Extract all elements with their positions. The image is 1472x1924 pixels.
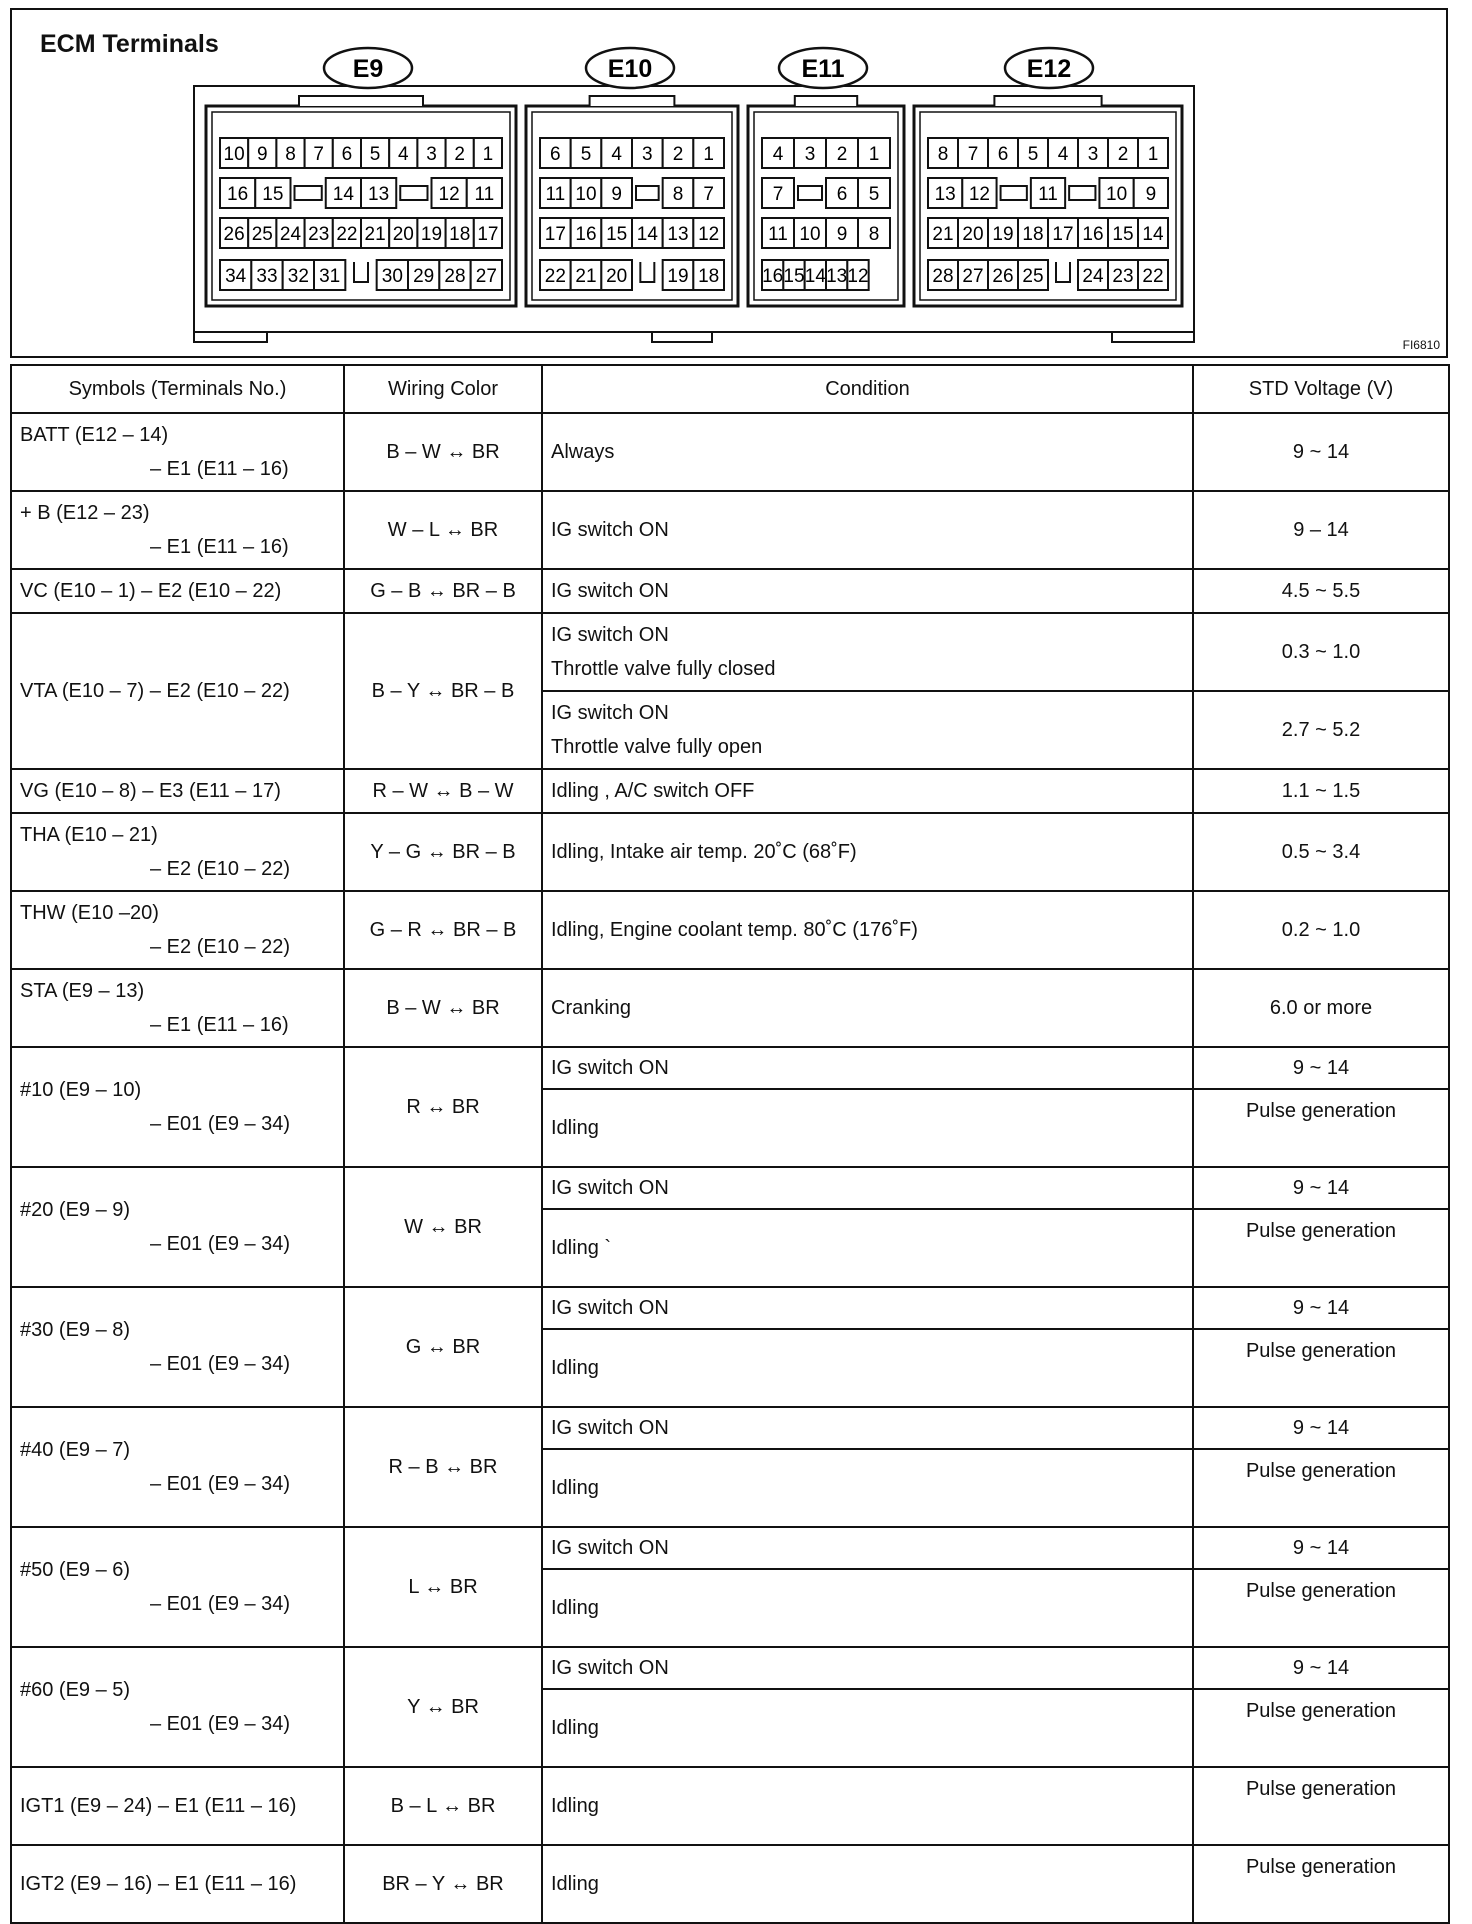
condition-cell bbox=[542, 1767, 1193, 1845]
symbol-line: – E01 (E9 – 34) bbox=[150, 1113, 291, 1135]
condition-cell bbox=[542, 1569, 1193, 1647]
table-row bbox=[11, 1647, 1449, 1689]
connector-cavity bbox=[295, 186, 322, 200]
connector-diagram-svg bbox=[12, 10, 1446, 356]
base-foot-left bbox=[194, 332, 267, 342]
terminals-table bbox=[10, 364, 1450, 1924]
symbol-line: VTA (E10 – 7) – E2 (E10 – 22) bbox=[20, 680, 290, 702]
symbol-line: + B (E12 – 23) bbox=[20, 502, 150, 524]
symbol-line: – E1 (E11 – 16) bbox=[150, 458, 289, 480]
connector-pin-number: 7 bbox=[967, 144, 979, 165]
connector-pin-number: 10 bbox=[223, 144, 245, 165]
table-row bbox=[11, 1167, 1449, 1209]
connector-pin-number: 21 bbox=[575, 266, 597, 287]
condition-cell bbox=[542, 1329, 1193, 1407]
std-voltage-cell: Pulse generation bbox=[1193, 1569, 1449, 1647]
header-std-voltage: STD Voltage (V) bbox=[1193, 365, 1449, 413]
condition-line: IG switch ON bbox=[551, 579, 669, 602]
connector-pin-number: 8 bbox=[937, 144, 949, 165]
symbol-cell bbox=[11, 1527, 344, 1647]
symbol-line: – E01 (E9 – 34) bbox=[150, 1713, 291, 1735]
table-row bbox=[11, 613, 1449, 691]
wiring-color-cell: R – B ↔ BR bbox=[344, 1407, 542, 1527]
connector-pin-number: 31 bbox=[319, 266, 341, 287]
connector-cavity bbox=[636, 186, 659, 200]
connector-key-notch bbox=[640, 262, 654, 282]
wiring-color-cell: B – Y ↔ BR – B bbox=[344, 613, 542, 769]
table-row bbox=[11, 1767, 1449, 1845]
connector-pin-number: 25 bbox=[1022, 266, 1044, 287]
connector-pin-number: 22 bbox=[336, 224, 358, 245]
connector-pin-number: 2 bbox=[1117, 144, 1129, 165]
base-foot-mid bbox=[652, 332, 712, 342]
symbol-cell bbox=[11, 613, 344, 769]
connector-pin-number: 23 bbox=[308, 224, 330, 245]
connector-pin-number: 23 bbox=[1112, 266, 1134, 287]
condition-line: Always bbox=[551, 440, 615, 463]
condition-cell bbox=[542, 969, 1193, 1047]
condition-line: IG switch ON bbox=[551, 1656, 669, 1679]
std-voltage-cell: 0.3 ~ 1.0 bbox=[1193, 613, 1449, 691]
connector-pin-number: 2 bbox=[454, 144, 465, 165]
std-voltage-cell: 9 – 14 bbox=[1193, 491, 1449, 569]
table-row bbox=[11, 1047, 1449, 1089]
std-voltage-cell: 0.5 ~ 3.4 bbox=[1193, 813, 1449, 891]
condition-cell bbox=[542, 1167, 1193, 1209]
symbol-line: VC (E10 – 1) – E2 (E10 – 22) bbox=[20, 580, 282, 602]
wiring-color-cell: Y – G ↔ BR – B bbox=[344, 813, 542, 891]
symbol-line: – E01 (E9 – 34) bbox=[150, 1473, 291, 1495]
connector-pin-number: 10 bbox=[575, 184, 597, 205]
connector-pin-number: 6 bbox=[836, 184, 848, 205]
condition-line: Throttle valve fully open bbox=[551, 736, 763, 758]
connector-pin-number: 3 bbox=[1087, 144, 1099, 165]
connector-pin-number: 20 bbox=[392, 224, 414, 245]
condition-line: Idling bbox=[551, 1116, 599, 1139]
condition-line: IG switch ON bbox=[551, 1296, 669, 1319]
connector-label: E10 bbox=[607, 55, 653, 83]
connector-pin-number: 16 bbox=[575, 224, 597, 245]
connector-pin-number: 17 bbox=[544, 224, 566, 245]
connector-pin-number: 16 bbox=[762, 266, 784, 287]
connector-pin-number: 5 bbox=[868, 184, 880, 205]
wiring-color-cell: G – R ↔ BR – B bbox=[344, 891, 542, 969]
connector-pin-number: 24 bbox=[1082, 266, 1104, 287]
connector-pin-number: 21 bbox=[932, 224, 954, 245]
condition-cell bbox=[542, 1527, 1193, 1569]
symbol-cell bbox=[11, 1647, 344, 1767]
connector-pin-number: 7 bbox=[313, 144, 324, 165]
condition-cell bbox=[542, 491, 1193, 569]
condition-line: Throttle valve fully closed bbox=[551, 658, 776, 680]
table-row bbox=[11, 1407, 1449, 1449]
connector-pin-number: 18 bbox=[698, 266, 720, 287]
connector-pin-number: 22 bbox=[1142, 266, 1164, 287]
symbol-line: – E2 (E10 – 22) bbox=[150, 936, 291, 958]
std-voltage-cell: 0.2 ~ 1.0 bbox=[1193, 891, 1449, 969]
symbol-cell bbox=[11, 1407, 344, 1527]
connector-pin-number: 14 bbox=[804, 266, 826, 287]
symbol-cell bbox=[11, 769, 344, 813]
symbol-line: IGT1 (E9 – 24) – E1 (E11 – 16) bbox=[20, 1795, 297, 1817]
connector-pin-number: 30 bbox=[381, 266, 403, 287]
connector-pin-number: 4 bbox=[1057, 144, 1069, 165]
std-voltage-cell: Pulse generation bbox=[1193, 1689, 1449, 1767]
connector-pin-number: 6 bbox=[341, 144, 353, 165]
connector-pin-number: 12 bbox=[847, 266, 869, 287]
table-row bbox=[11, 891, 1449, 969]
condition-cell bbox=[542, 691, 1193, 769]
std-voltage-cell: Pulse generation bbox=[1193, 1089, 1449, 1167]
condition-line: Idling , A/C switch OFF bbox=[551, 779, 755, 802]
table-body bbox=[11, 413, 1449, 1923]
symbol-line: #20 (E9 – 9) bbox=[20, 1199, 131, 1221]
condition-cell bbox=[542, 1449, 1193, 1527]
table-row bbox=[11, 569, 1449, 613]
connector-pin-number: 10 bbox=[1106, 184, 1128, 205]
connector-cavity bbox=[400, 186, 427, 200]
connector-pin-number: 11 bbox=[474, 184, 495, 205]
table-row bbox=[11, 813, 1449, 891]
std-voltage-cell: 9 ~ 14 bbox=[1193, 1047, 1449, 1089]
connector-pin-number: 27 bbox=[475, 266, 497, 287]
connector-label: E11 bbox=[801, 55, 845, 83]
condition-line: IG switch ON bbox=[551, 1416, 669, 1439]
connector-pin-number: 13 bbox=[934, 184, 956, 205]
connector-cavity bbox=[798, 186, 822, 200]
connector-latch bbox=[795, 96, 857, 106]
condition-line: IG switch ON bbox=[551, 624, 669, 646]
connector-pin-number: 9 bbox=[257, 144, 268, 165]
symbol-line: THA (E10 – 21) bbox=[20, 824, 158, 846]
connector-pin-number: 3 bbox=[426, 144, 437, 165]
connector-pin-number: 11 bbox=[1038, 184, 1058, 205]
connector-pin-number: 20 bbox=[962, 224, 984, 245]
connector-pin-number: 4 bbox=[772, 144, 784, 165]
table-row bbox=[11, 1527, 1449, 1569]
condition-line: IG switch ON bbox=[551, 702, 669, 724]
condition-line: Idling ` bbox=[551, 1236, 612, 1259]
connector-pin-number: 13 bbox=[826, 266, 848, 287]
connector-diagram bbox=[10, 8, 1448, 358]
wiring-color-cell: W – L ↔ BR bbox=[344, 491, 542, 569]
symbol-line: – E01 (E9 – 34) bbox=[150, 1233, 291, 1255]
connector-pin-number: 1 bbox=[868, 144, 880, 165]
figure-id: FI6810 bbox=[1402, 338, 1440, 352]
condition-line: Idling bbox=[551, 1476, 599, 1499]
condition-line: Idling bbox=[551, 1794, 599, 1817]
symbol-line: STA (E9 – 13) bbox=[20, 980, 145, 1002]
wiring-color-cell: Y ↔ BR bbox=[344, 1647, 542, 1767]
condition-line: Idling bbox=[551, 1596, 599, 1619]
header-symbols: Symbols (Terminals No.) bbox=[11, 365, 344, 413]
wiring-color-cell: G ↔ BR bbox=[344, 1287, 542, 1407]
wiring-color-cell: B – W ↔ BR bbox=[344, 413, 542, 491]
symbol-line: THW (E10 –20) bbox=[20, 902, 159, 924]
connector-pin-number: 19 bbox=[420, 224, 443, 245]
std-voltage-cell: 9 ~ 14 bbox=[1193, 1287, 1449, 1329]
connector-pin-number: 12 bbox=[968, 184, 990, 205]
connector-cavity bbox=[1069, 186, 1095, 200]
connector-pin-number: 17 bbox=[1052, 224, 1074, 245]
wiring-color-cell: R – W ↔ B – W bbox=[344, 769, 542, 813]
connector-pin-number: 20 bbox=[606, 266, 628, 287]
condition-cell bbox=[542, 813, 1193, 891]
connector-pin-number: 18 bbox=[449, 224, 471, 245]
wiring-color-cell: L ↔ BR bbox=[344, 1527, 542, 1647]
connector-pin-number: 14 bbox=[636, 224, 658, 245]
connector-pin-number: 6 bbox=[550, 144, 561, 165]
symbol-cell bbox=[11, 969, 344, 1047]
condition-cell bbox=[542, 891, 1193, 969]
connector-pin-number: 13 bbox=[667, 224, 689, 245]
connector-pin-number: 26 bbox=[992, 266, 1014, 287]
symbol-cell bbox=[11, 1845, 344, 1923]
connector-pin-number: 15 bbox=[262, 184, 284, 205]
connector-pin-number: 1 bbox=[1147, 144, 1159, 165]
connector-pin-number: 8 bbox=[868, 224, 880, 245]
connector-pin-number: 3 bbox=[804, 144, 816, 165]
symbol-line: VG (E10 – 8) – E3 (E11 – 17) bbox=[20, 780, 281, 802]
std-voltage-cell: Pulse generation bbox=[1193, 1329, 1449, 1407]
connector-pin-number: 9 bbox=[611, 184, 622, 205]
table-row bbox=[11, 769, 1449, 813]
connector-pin-number: 29 bbox=[413, 266, 435, 287]
symbol-line: – E1 (E11 – 16) bbox=[150, 1014, 289, 1036]
condition-cell bbox=[542, 1047, 1193, 1089]
symbol-line: – E2 (E10 – 22) bbox=[150, 858, 291, 880]
connector-pin-number: 8 bbox=[672, 184, 684, 205]
symbol-cell bbox=[11, 1767, 344, 1845]
std-voltage-cell: 6.0 or more bbox=[1193, 969, 1449, 1047]
connector-pin-number: 19 bbox=[667, 266, 689, 287]
connector-pin-number: 19 bbox=[992, 224, 1014, 245]
connector-latch bbox=[299, 96, 423, 106]
condition-cell bbox=[542, 1689, 1193, 1767]
header-condition: Condition bbox=[542, 365, 1193, 413]
condition-line: Idling bbox=[551, 1356, 599, 1379]
symbol-line: #30 (E9 – 8) bbox=[20, 1319, 131, 1341]
connector-latch bbox=[994, 96, 1101, 106]
connector-cavity bbox=[1001, 186, 1027, 200]
connector-pin-number: 11 bbox=[768, 224, 788, 245]
symbol-cell bbox=[11, 491, 344, 569]
connector-pin-number: 12 bbox=[438, 184, 460, 205]
connector-pin-number: 5 bbox=[1027, 144, 1039, 165]
wiring-color-cell: BR – Y ↔ BR bbox=[344, 1845, 542, 1923]
connector-pin-number: 26 bbox=[223, 224, 245, 245]
connector-pin-number: 24 bbox=[279, 224, 302, 245]
condition-line: IG switch ON bbox=[551, 1536, 669, 1559]
condition-line: IG switch ON bbox=[551, 1056, 669, 1079]
std-voltage-cell: Pulse generation bbox=[1193, 1449, 1449, 1527]
connector-pin-number: 16 bbox=[227, 184, 249, 205]
symbol-line: #10 (E9 – 10) bbox=[20, 1079, 142, 1101]
connector-pin-number: 21 bbox=[364, 224, 386, 245]
connector-pin-number: 5 bbox=[580, 144, 592, 165]
connector-pin-number: 16 bbox=[1082, 224, 1104, 245]
condition-cell bbox=[542, 613, 1193, 691]
condition-cell bbox=[542, 569, 1193, 613]
std-voltage-cell: Pulse generation bbox=[1193, 1845, 1449, 1923]
connector-pin-number: 7 bbox=[703, 184, 714, 205]
symbol-cell bbox=[11, 1047, 344, 1167]
diagram-title: ECM Terminals bbox=[40, 30, 219, 58]
connector-pin-number: 14 bbox=[332, 184, 354, 205]
condition-cell bbox=[542, 1647, 1193, 1689]
symbol-line: BATT (E12 – 14) bbox=[20, 424, 169, 446]
connector-latch bbox=[590, 96, 675, 106]
connector-pin-number: 17 bbox=[477, 224, 499, 245]
connector-pin-number: 1 bbox=[703, 144, 714, 165]
connector-pin-number: 2 bbox=[672, 144, 684, 165]
connector-pin-number: 10 bbox=[799, 224, 821, 245]
symbol-cell bbox=[11, 1287, 344, 1407]
condition-line: Idling bbox=[551, 1716, 599, 1739]
connector-pin-number: 7 bbox=[772, 184, 784, 205]
symbol-cell bbox=[11, 813, 344, 891]
condition-line: Idling bbox=[551, 1872, 599, 1895]
std-voltage-cell: 4.5 ~ 5.5 bbox=[1193, 569, 1449, 613]
std-voltage-cell: Pulse generation bbox=[1193, 1209, 1449, 1287]
connector-pin-number: 27 bbox=[962, 266, 984, 287]
symbol-line: – E01 (E9 – 34) bbox=[150, 1353, 291, 1375]
base-foot-right bbox=[1112, 332, 1194, 342]
connector-pin-number: 28 bbox=[444, 266, 466, 287]
condition-cell bbox=[542, 1089, 1193, 1167]
connector-pin-number: 9 bbox=[1145, 184, 1157, 205]
table-header-row bbox=[11, 365, 1449, 413]
connector-pin-number: 14 bbox=[1142, 224, 1164, 245]
connector-pin-number: 15 bbox=[606, 224, 628, 245]
std-voltage-cell: 9 ~ 14 bbox=[1193, 1407, 1449, 1449]
connector-pin-number: 9 bbox=[836, 224, 848, 245]
condition-cell bbox=[542, 1845, 1193, 1923]
header-wiring-color: Wiring Color bbox=[344, 365, 542, 413]
std-voltage-cell: Pulse generation bbox=[1193, 1767, 1449, 1845]
connector-pin-number: 4 bbox=[398, 144, 409, 165]
connector-pin-number: 32 bbox=[287, 266, 309, 287]
condition-cell bbox=[542, 413, 1193, 491]
table-row bbox=[11, 491, 1449, 569]
condition-line: IG switch ON bbox=[551, 518, 669, 541]
std-voltage-cell: 9 ~ 14 bbox=[1193, 1167, 1449, 1209]
connector-pin-number: 11 bbox=[545, 184, 566, 205]
connector-pin-number: 1 bbox=[482, 144, 494, 165]
std-voltage-cell: 9 ~ 14 bbox=[1193, 1647, 1449, 1689]
connector-key-notch bbox=[1056, 262, 1070, 282]
std-voltage-cell: 2.7 ~ 5.2 bbox=[1193, 691, 1449, 769]
connector-pin-number: 25 bbox=[251, 224, 273, 245]
std-voltage-cell: 1.1 ~ 1.5 bbox=[1193, 769, 1449, 813]
connector-pin-number: 2 bbox=[836, 144, 848, 165]
connector-pin-number: 3 bbox=[642, 144, 653, 165]
connector-pin-number: 33 bbox=[256, 266, 278, 287]
connector-pin-number: 34 bbox=[225, 266, 247, 287]
symbol-line: #60 (E9 – 5) bbox=[20, 1679, 131, 1701]
condition-cell bbox=[542, 1209, 1193, 1287]
connector-pin-number: 15 bbox=[1112, 224, 1134, 245]
connector-pin-number: 12 bbox=[698, 224, 720, 245]
symbol-line: – E01 (E9 – 34) bbox=[150, 1593, 291, 1615]
symbol-cell bbox=[11, 891, 344, 969]
wiring-color-cell: G – B ↔ BR – B bbox=[344, 569, 542, 613]
condition-cell bbox=[542, 769, 1193, 813]
symbol-line: #50 (E9 – 6) bbox=[20, 1559, 131, 1581]
condition-line: Idling, Intake air temp. 20˚C (68˚F) bbox=[551, 840, 857, 863]
connector-pin-number: 13 bbox=[368, 184, 390, 205]
connector-label: E9 bbox=[352, 55, 384, 83]
std-voltage-cell: 9 ~ 14 bbox=[1193, 413, 1449, 491]
connector-pin-number: 4 bbox=[611, 144, 622, 165]
connector-label: E12 bbox=[1026, 55, 1072, 83]
connector-pin-number: 6 bbox=[997, 144, 1009, 165]
connector-pin-number: 15 bbox=[783, 266, 805, 287]
symbol-cell bbox=[11, 1167, 344, 1287]
connector-pin-number: 28 bbox=[932, 266, 954, 287]
symbol-cell bbox=[11, 413, 344, 491]
table-row bbox=[11, 1287, 1449, 1329]
symbol-line: – E1 (E11 – 16) bbox=[150, 536, 289, 558]
table-row bbox=[11, 413, 1449, 491]
symbol-line: #40 (E9 – 7) bbox=[20, 1439, 131, 1461]
connector-pin-number: 22 bbox=[544, 266, 566, 287]
wiring-color-cell: B – L ↔ BR bbox=[344, 1767, 542, 1845]
wiring-color-cell: W ↔ BR bbox=[344, 1167, 542, 1287]
wiring-color-cell: B – W ↔ BR bbox=[344, 969, 542, 1047]
condition-cell bbox=[542, 1407, 1193, 1449]
condition-line: IG switch ON bbox=[551, 1176, 669, 1199]
connector-pin-number: 18 bbox=[1022, 224, 1044, 245]
condition-line: Cranking bbox=[551, 996, 632, 1019]
std-voltage-cell: 9 ~ 14 bbox=[1193, 1527, 1449, 1569]
condition-line: Idling, Engine coolant temp. 80˚C (176˚F) bbox=[551, 918, 918, 941]
symbol-cell bbox=[11, 569, 344, 613]
condition-cell bbox=[542, 1287, 1193, 1329]
wiring-color-cell: R ↔ BR bbox=[344, 1047, 542, 1167]
connector-pin-number: 5 bbox=[369, 144, 381, 165]
table-row bbox=[11, 969, 1449, 1047]
table-row bbox=[11, 1845, 1449, 1923]
symbol-line: IGT2 (E9 – 16) – E1 (E11 – 16) bbox=[20, 1873, 297, 1895]
connector-pin-number: 8 bbox=[285, 144, 296, 165]
connector-key-notch bbox=[354, 262, 368, 282]
